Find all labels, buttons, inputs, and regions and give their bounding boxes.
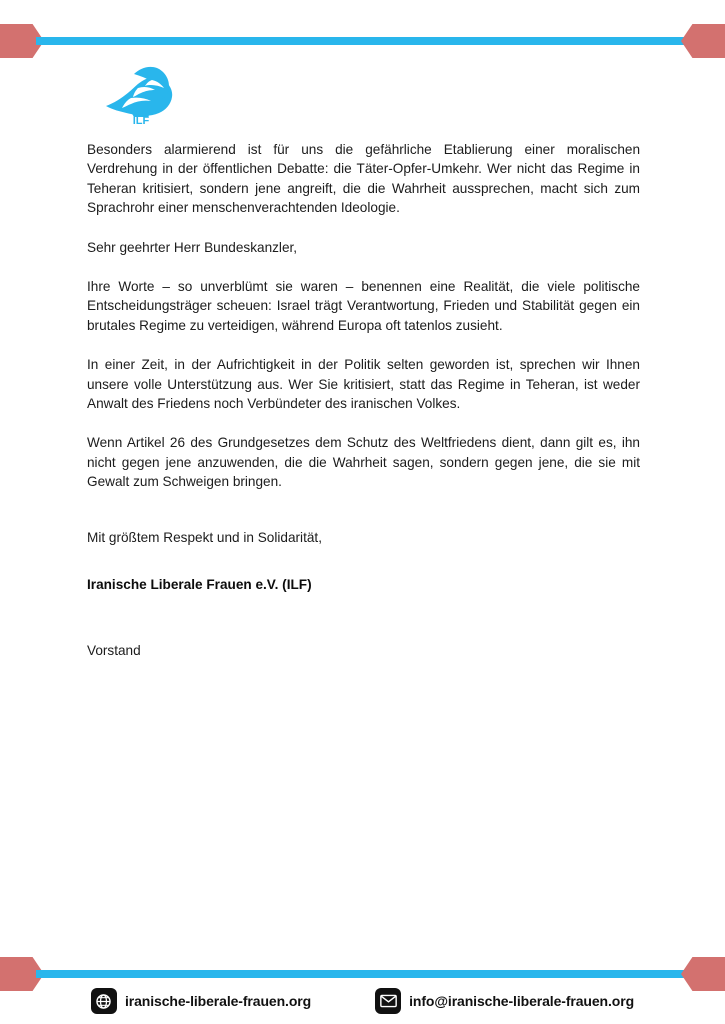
ilf-logo-icon [104, 62, 178, 126]
footer-divider-line [36, 970, 689, 978]
header-divider-line [36, 37, 689, 45]
opening-paragraph: Besonders alarmierend ist für uns die gefährliche Etablierung einer moralischen Verdrehung in der öffentlichen Debatte: die Täter-Opfer-Umkehr. Wer nicht das Regime in Teheran kritisiert, sondern jene angreift, die die Wahrheit aussprechen, macht sich zum Sprachrohr einer menschenverachtenden Ideologie. [87, 142, 640, 216]
signature-organization: Iranische Liberale Frauen e.V. (ILF) [87, 577, 312, 593]
closing-block [87, 528, 640, 660]
globe-icon [91, 988, 117, 1014]
footer-divider-right-cap [681, 957, 725, 991]
footer-website[interactable] [91, 988, 311, 1014]
body-paragraph-2: In einer Zeit, in der Aufrichtigkeit in der Politik selten geworden ist, sprechen wir Ihnen unsere volle Unterstützung aus. Wer Sie kritisiert, statt das Regime in Teheran, ist weder Anwalt des Friedens noch Verbündeter des iranischen Volkes. [87, 357, 640, 412]
email-label: info@iranische-liberale-frauen.org [409, 993, 635, 1009]
footer-divider [0, 957, 725, 991]
header-divider-right-cap [681, 24, 725, 58]
salutation: Sehr geehrter Herr Bundeskanzler, [87, 239, 298, 255]
body-paragraph-3: Wenn Artikel 26 des Grundgesetzes dem Schutz des Weltfriedens dient, dann gilt es, ihn nicht gegen jene anzuwenden, die die Wahrheit sagen, sondern gegen jene, die sie mit Gewalt zum Schweigen bringen. [87, 435, 640, 490]
envelope-icon [375, 988, 401, 1014]
footer-email[interactable] [375, 988, 634, 1014]
body-paragraph-1: Ihre Worte – so unverblümt sie waren – benennen eine Realität, die viele politische Entscheidungsträger scheuen: Israel trägt Verantwortung, Frieden und Stabilität gegen ein brutales Regime zu verteidigen, während Europa oft tatenlos zusieht. [87, 279, 640, 333]
closing-salutation: Mit größtem Respekt und in Solidarität, [87, 529, 322, 545]
footer-contact-row [0, 988, 725, 1014]
letter-body [87, 140, 640, 660]
logo-wordmark: ILF [132, 115, 150, 126]
signature-role: Vorstand [87, 642, 141, 658]
header-divider [0, 24, 725, 58]
website-label: iranische-liberale-frauen.org [124, 993, 312, 1009]
